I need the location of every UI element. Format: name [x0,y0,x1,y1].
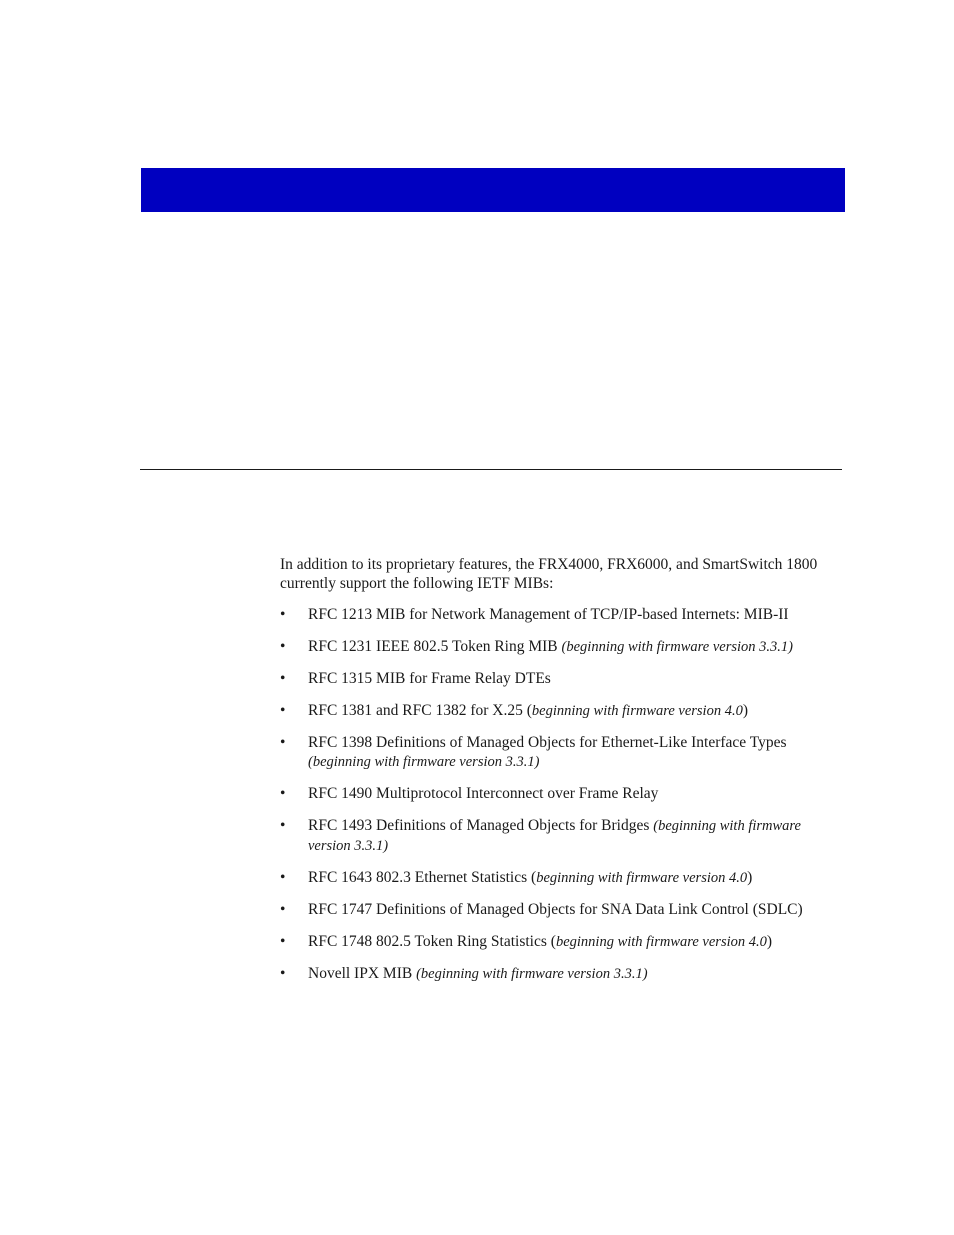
mib-name: Novell IPX MIB [308,965,417,982]
intro-paragraph: In addition to its proprietary features, the FRX4000, FRX6000, and SmartSwitch 1800 currently support the following IETF MIBs: [280,556,818,592]
open-paren: ( [531,869,537,886]
firmware-note: beginning with firmware version 4.0 [531,703,743,719]
firmware-note: beginning with firmware version 4.0 [536,870,748,886]
bullet: • [280,869,286,886]
bullet: • [280,702,286,719]
list-item [280,669,840,689]
list-item [280,932,840,952]
mib-name: RFC 1398 Definitions of Managed Objects for Ethernet-Like Interface Types [308,734,787,751]
mib-name: RFC 1231 IEEE 802.5 Token Ring MIB [308,638,562,655]
bullet: • [280,817,286,834]
list-item [280,733,840,772]
list-item [280,605,840,625]
section-divider [140,469,842,470]
firmware-note: (beginning with firmware version 3.3.1) [561,639,793,655]
bullet: • [280,670,286,687]
bullet: • [280,965,286,982]
bullet: • [280,901,286,918]
mib-name: RFC 1213 MIB for Network Management of TCP/IP-based Internets: MIB-II [308,606,789,623]
mib-name: RFC 1490 Multiprotocol Interconnect over Frame Relay [308,785,659,802]
mib-name: RFC 1493 Definitions of Managed Objects for Bridges [308,817,654,834]
close-paren: ) [742,702,749,719]
open-paren: ( [526,702,532,719]
firmware-note: (beginning with firmware version 3.3.1) [416,966,648,982]
close-paren: ) [766,933,773,950]
mib-name: RFC 1747 Definitions of Managed Objects for SNA Data Link Control (SDLC) [308,901,803,918]
list-item [280,784,840,804]
firmware-note: (beginning with firmware version 3.3.1) [308,818,801,854]
list-item [280,701,840,721]
mib-name: RFC 1748 802.5 Token Ring Statistics [308,933,551,950]
bullet: • [280,734,286,751]
bullet: • [280,606,286,623]
list-item [280,964,840,984]
list-item [280,868,840,888]
close-paren: ) [747,869,753,886]
mib-name: RFC 1381 and RFC 1382 for X.25 [308,702,527,719]
mib-name: RFC 1643 802.3 Ethernet Statistics [308,869,532,886]
firmware-note: (beginning with firmware version 3.3.1) [308,754,540,770]
bullet: • [280,933,286,950]
list-item [280,900,840,920]
mib-list [280,605,840,984]
open-paren: ( [550,933,556,950]
list-item [280,637,840,657]
bullet: • [280,638,286,655]
bullet: • [280,785,286,802]
list-item [280,816,840,856]
chapter-banner [141,168,845,212]
firmware-note: beginning with firmware version 4.0 [555,934,767,950]
mib-support-section [280,555,840,996]
mib-name: RFC 1315 MIB for Frame Relay DTEs [308,670,551,687]
